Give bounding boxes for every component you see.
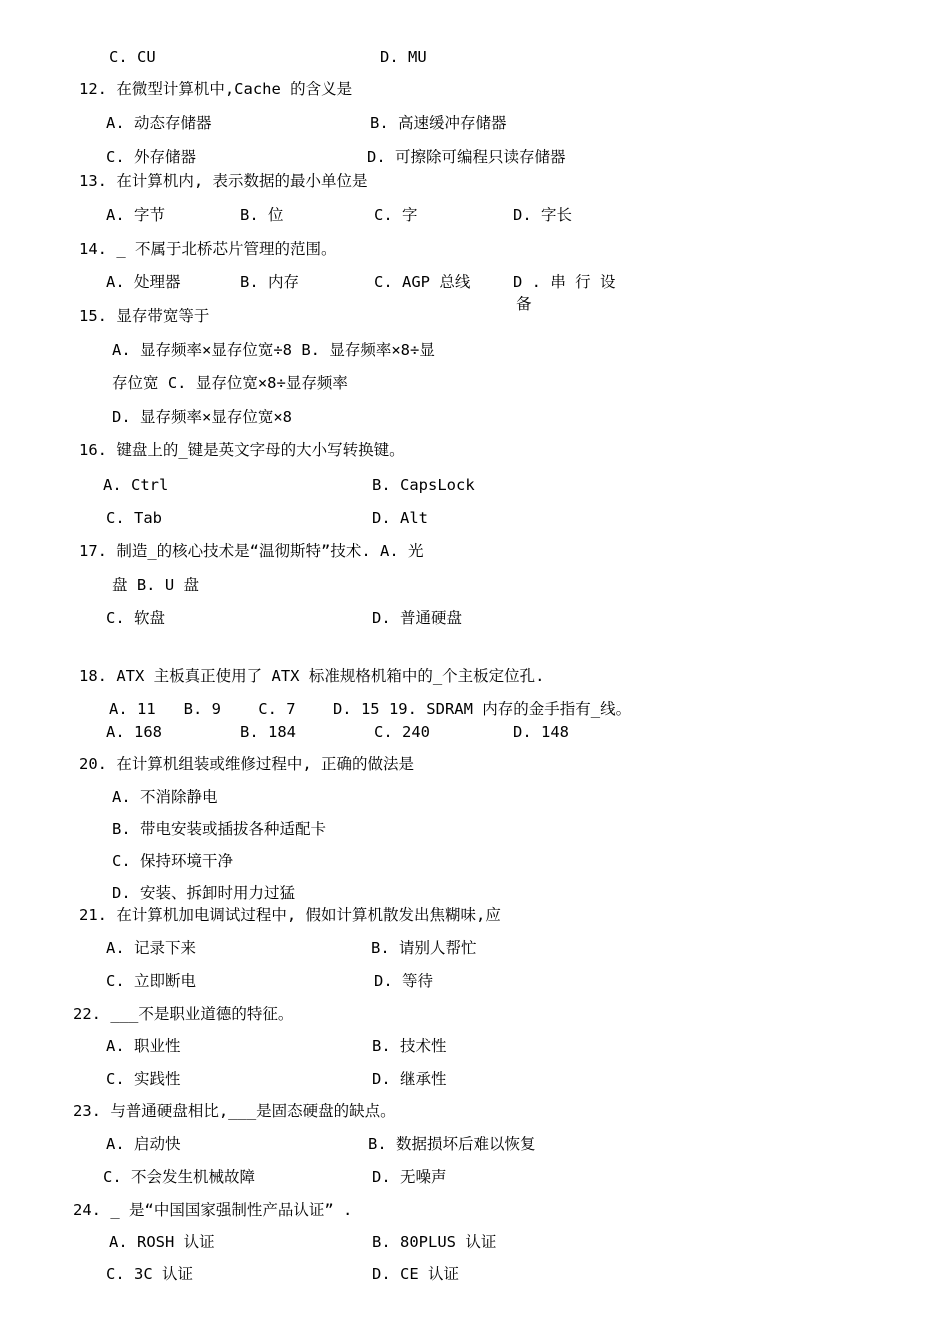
option-d-q16: D. Alt: [372, 509, 428, 527]
option-c-q22: C. 实践性: [106, 1070, 181, 1088]
question-22: 22. ___不是职业道德的特征。: [73, 1005, 294, 1023]
options-q17-line2: 盘 B. U 盘: [112, 576, 199, 594]
option-b-q22: B. 技术性: [372, 1037, 447, 1055]
option-a-q12: A. 动态存储器: [106, 114, 212, 132]
question-24: 24. _ 是“中国国家强制性产品认证” .: [73, 1201, 353, 1219]
option-d-q22: D. 继承性: [372, 1070, 447, 1088]
option-a-q14: A. 处理器: [106, 273, 181, 291]
option-b-q23: B. 数据损坏后难以恢复: [368, 1135, 536, 1153]
option-d-q21: D. 等待: [374, 972, 433, 990]
question-16: 16. 键盘上的_键是英文字母的大小写转换键。: [79, 441, 405, 459]
option-c-q11: C. CU: [109, 48, 156, 66]
option-d-q17: D. 普通硬盘: [372, 609, 462, 627]
option-c-q20: C. 保持环境干净: [112, 852, 233, 870]
option-c-q12: C. 外存储器: [106, 148, 196, 166]
option-d-q15: D. 显存频率×显存位宽×8: [112, 408, 292, 426]
option-d-q14: D . 串 行 设: [513, 273, 616, 291]
option-b-q20: B. 带电安装或插拔各种适配卡: [112, 820, 326, 838]
question-20: 20. 在计算机组装或维修过程中, 正确的做法是: [79, 755, 414, 773]
option-a-q16: A. Ctrl: [103, 476, 169, 494]
option-c-q13: C. 字: [374, 206, 418, 224]
option-b-q19: B. 184: [240, 723, 296, 741]
option-a-q21: A. 记录下来: [106, 939, 196, 957]
option-d-q12: D. 可擦除可编程只读存储器: [367, 148, 566, 166]
question-15: 15. 显存带宽等于: [79, 307, 210, 325]
option-b-q16: B. CapsLock: [372, 476, 475, 494]
option-d-q11: D. MU: [380, 48, 427, 66]
option-a-q19: A. 168: [106, 723, 162, 741]
options-q15-line2: 存位宽 C. 显存位宽×8÷显存频率: [112, 374, 348, 392]
option-c-q16: C. Tab: [106, 509, 162, 527]
question-23: 23. 与普通硬盘相比,___是固态硬盘的缺点。: [73, 1102, 396, 1120]
option-c-q14: C. AGP 总线: [374, 273, 471, 291]
option-d-q20: D. 安装、拆卸时用力过猛: [112, 884, 295, 902]
option-c-q23: C. 不会发生机械故障: [103, 1168, 255, 1186]
question-18: 18. ATX 主板真正使用了 ATX 标准规格机箱中的_个主板定位孔.: [79, 667, 545, 685]
option-a-q24: A. ROSH 认证: [109, 1233, 215, 1251]
question-17: 17. 制造_的核心技术是“温彻斯特”技术. A. 光: [79, 542, 424, 560]
option-b-q12: B. 高速缓冲存储器: [370, 114, 507, 132]
question-13: 13. 在计算机内, 表示数据的最小单位是: [79, 172, 368, 190]
option-a-q20: A. 不消除静电: [112, 788, 218, 806]
option-b-q14: B. 内存: [240, 273, 299, 291]
option-b-q13: B. 位: [240, 206, 284, 224]
option-d-q24: D. CE 认证: [372, 1265, 459, 1283]
option-c-q24: C. 3C 认证: [106, 1265, 193, 1283]
options-q15-line1: A. 显存频率×显存位宽÷8 B. 显存频率×8÷显: [112, 341, 435, 359]
option-b-q21: B. 请别人帮忙: [371, 939, 477, 957]
option-d-q14-wrap: 备: [516, 295, 532, 313]
option-a-q22: A. 职业性: [106, 1037, 181, 1055]
option-d-q23: D. 无噪声: [372, 1168, 447, 1186]
option-d-q19: D. 148: [513, 723, 569, 741]
option-d-q13: D. 字长: [513, 206, 572, 224]
question-14: 14. _ 不属于北桥芯片管理的范围。: [79, 240, 337, 258]
question-21: 21. 在计算机加电调试过程中, 假如计算机散发出焦糊味,应: [79, 906, 501, 924]
option-c-q17: C. 软盘: [106, 609, 165, 627]
option-c-q21: C. 立即断电: [106, 972, 196, 990]
option-a-q23: A. 启动快: [106, 1135, 181, 1153]
question-12: 12. 在微型计算机中,Cache 的含义是: [79, 80, 353, 98]
options-q18-question-19: A. 11 B. 9 C. 7 D. 15 19. SDRAM 内存的金手指有_线。: [109, 700, 632, 718]
option-a-q13: A. 字节: [106, 206, 165, 224]
option-b-q24: B. 80PLUS 认证: [372, 1233, 497, 1251]
option-c-q19: C. 240: [374, 723, 430, 741]
